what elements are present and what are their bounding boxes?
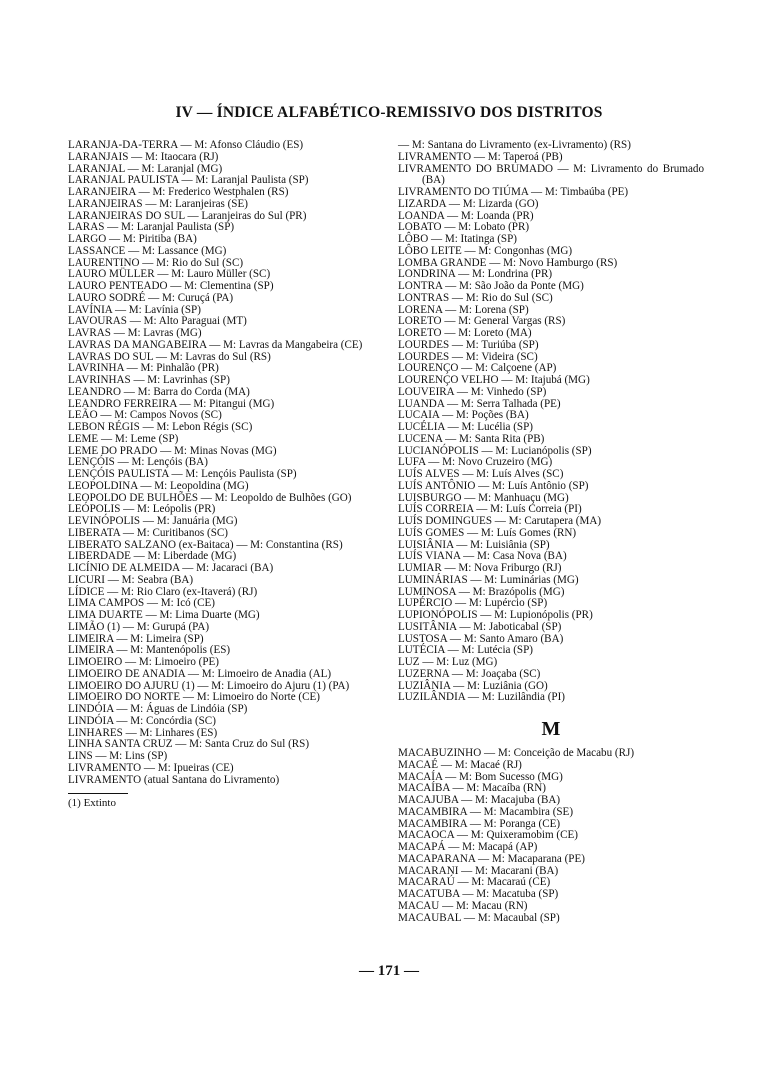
index-entry: LIBERDADE — M: Liberdade (MG)	[68, 550, 237, 563]
index-entry: LIVRAMENTO (atual Santana do Livramento)	[68, 773, 280, 786]
index-entry: LIMOEIRO DO AJURU (1) — M: Limoeiro do Ajuru (1) (PA)	[68, 679, 350, 692]
index-entry: LUÍS GOMES — M: Luís Gomes (RN)	[398, 526, 577, 539]
index-entry: LÍDICE — M: Rio Claro (ex-Itaverá) (RJ)	[68, 585, 258, 598]
index-entry: LOURDES — M: Videira (SC)	[398, 350, 538, 363]
index-entry: LIMOEIRO — M: Limoeiro (PE)	[68, 656, 219, 668]
index-entry: LUTÉCIA — M: Lutécia (SP)	[398, 644, 533, 657]
index-entry: LAURENTINO — M: Rio do Sul (SC)	[68, 256, 244, 269]
index-entry: MACARANI — M: Macarani (BA)	[398, 864, 559, 877]
index-entry: LUZERNA — M: Joaçaba (SC)	[398, 667, 541, 680]
index-entry: LAURO SODRÉ — M: Curuçá (PA)	[68, 291, 234, 304]
index-entry: LUMINÁRIAS — M: Luminárias (MG)	[398, 573, 579, 586]
index-entry: LINHA SANTA CRUZ — M: Santa Cruz do Sul (RS)	[68, 738, 310, 751]
index-entry: LEOPOLDINA — M: Leopoldina (MG)	[68, 479, 249, 492]
index-entry: LEME — M: Leme (SP)	[68, 432, 179, 445]
index-entry: LUMIAR — M: Nova Friburgo (RJ)	[398, 562, 562, 574]
index-entry: MACAÍA — M: Bom Sucesso (MG)	[398, 770, 563, 783]
index-entry: LIBERATO SALZANO (ex-Baitaca) — M: Constantina (RS)	[68, 538, 343, 551]
index-entry: LUCÉLIA — M: Lucélia (SP)	[398, 421, 533, 433]
index-entry: LEME DO PRADO — M: Minas Novas (MG)	[68, 444, 277, 457]
index-entry: LUPIONÓPOLIS — M: Lupionópolis (PR)	[398, 609, 593, 621]
index-entry: LUÍS CORREIA — M: Luís Correia (PI)	[398, 503, 582, 516]
index-entry: LUSTOSA — M: Santo Amaro (BA)	[398, 632, 564, 645]
index-entry: LUÍS VIANA — M: Casa Nova (BA)	[398, 550, 567, 563]
index-entry: LENÇÓIS PAULISTA — M: Lençóis Paulista (SP)	[68, 468, 297, 480]
index-entry: LUANDA — M: Serra Talhada (PE)	[398, 397, 561, 410]
index-entry: LARGO — M: Piritiba (BA)	[68, 233, 197, 245]
index-entry: LAVRAS — M: Lavras (MG)	[68, 327, 202, 339]
index-entry: LINHARES — M: Linhares (ES)	[68, 726, 218, 739]
index-entry: LEOPOLDO DE BULHÕES — M: Leopoldo de Bulhões (GO)	[68, 491, 352, 504]
index-entry: LAVRAS DO SUL — M: Lavras do Sul (RS)	[68, 350, 271, 363]
index-entry: LUISIÂNIA — M: Luisiânia (SP)	[398, 538, 550, 551]
index-entry: LAVRINHAS — M: Lavrinhas (SP)	[68, 374, 230, 386]
index-entry: LAVRAS DA MANGABEIRA — M: Lavras da Mangabeira (CE)	[68, 338, 363, 351]
index-entry: MACAU — M: Macau (RN)	[398, 899, 528, 912]
index-entry: LEANDRO — M: Barra do Corda (MA)	[68, 385, 250, 398]
index-entry: LOUVEIRA — M: Vinhedo (SP)	[398, 385, 547, 398]
index-entry: LUFA — M: Novo Cruzeiro (MG)	[398, 456, 553, 469]
index-entry: LAVRINHA — M: Pinhalão (PR)	[68, 362, 219, 375]
index-entry: LICURI — M: Seabra (BA)	[68, 573, 194, 586]
index-entry: LUMINOSA — M: Brazópolis (MG)	[398, 585, 565, 598]
index-entry: LOURDES — M: Turiúba (SP)	[398, 338, 539, 351]
right-column	[398, 140, 704, 924]
left-entries-list	[68, 140, 376, 786]
index-entry: LIMOEIRO DE ANADIA — M: Limoeiro de Anadia (AL)	[68, 667, 332, 680]
left-column	[68, 140, 376, 809]
index-entry: MACABUZINHO — M: Conceição de Macabu (RJ)	[398, 747, 635, 759]
index-entry: LINDÓIA — M: Concórdia (SC)	[68, 714, 216, 727]
index-entry: LUZIÂNIA — M: Luziânia (GO)	[398, 679, 548, 692]
index-entry: LARAS — M: Laranjal Paulista (SP)	[68, 221, 235, 234]
index-entry: LARANJAL — M: Laranjal (MG)	[68, 162, 223, 175]
index-entry: MACATUBA — M: Macatuba (SP)	[398, 888, 559, 900]
page-title: IV — ÍNDICE ALFABÉTICO-REMISSIVO DOS DISTRITOS	[175, 104, 603, 121]
index-entry: LUCIANÓPOLIS — M: Lucianópolis (SP)	[398, 444, 592, 457]
index-entry: MACAPÁ — M: Macapá (AP)	[398, 841, 538, 853]
index-entry: LIVRAMENTO DO TIÚMA — M: Timbaúba (PE)	[398, 186, 629, 198]
index-entry: LIMEIRA — M: Mantenópolis (ES)	[68, 644, 231, 657]
index-entry: LOBATO — M: Lobato (PR)	[398, 221, 530, 234]
index-entry: LUZ — M: Luz (MG)	[398, 656, 498, 668]
index-entry: LUÍS DOMINGUES — M: Carutapera (MA)	[398, 515, 602, 527]
index-entry: LUPÉRCIO — M: Lupércio (SP)	[398, 597, 548, 610]
index-entry: LONDRINA — M: Londrina (PR)	[398, 268, 553, 281]
index-entry: LIMOEIRO DO NORTE — M: Limoeiro do Norte (CE)	[68, 691, 320, 704]
index-entry: LONTRAS — M: Rio do Sul (SC)	[398, 291, 553, 304]
index-entry: LEÓPOLIS — M: Leópolis (PR)	[68, 503, 216, 516]
index-entry: LAVOURAS — M: Alto Paraguai (MT)	[68, 315, 247, 328]
index-entry: MACARAÚ — M: Macaraú (CE)	[398, 876, 551, 889]
index-entry: LUSITÂNIA — M: Jaboticabal (SP)	[398, 620, 562, 633]
index-entry: LARANJA-DA-TERRA — M: Afonso Cláudio (ES)	[68, 139, 304, 151]
right-top-entries-list	[398, 140, 704, 704]
index-entry: LIBERATA — M: Curitibanos (SC)	[68, 526, 228, 539]
index-entry: LARANJEIRA — M: Frederico Westphalen (RS)	[68, 186, 289, 198]
index-entry: MACAUBAL — M: Macaubal (SP)	[398, 911, 560, 924]
index-entry: LIVRAMENTO DO BRUMADO — M: Livramento do Brumado (BA)	[398, 162, 704, 187]
right-bottom-entries-list	[398, 748, 704, 924]
index-entry: LIMA DUARTE — M: Lima Duarte (MG)	[68, 609, 260, 621]
index-entry: LIMEIRA — M: Limeira (SP)	[68, 632, 204, 645]
index-entry: LEBON RÉGIS — M: Lebon Régis (SC)	[68, 421, 253, 433]
index-entry: LOMBA GRANDE — M: Novo Hamburgo (RS)	[398, 256, 618, 269]
index-entry: LIMÃO (1) — M: Gurupá (PA)	[68, 620, 210, 633]
index-entry: LUÍS ANTÔNIO — M: Luís Antônio (SP)	[398, 479, 589, 492]
index-entry: LASSANCE — M: Lassance (MG)	[68, 244, 227, 257]
index-entry: LICÍNIO DE ALMEIDA — M: Jacaraci (BA)	[68, 562, 274, 574]
index-entry: LAURO MÜLLER — M: Lauro Müller (SC)	[68, 268, 271, 281]
footnote-divider	[68, 793, 128, 794]
index-entry: LARANJAL PAULISTA — M: Laranjal Paulista (SP)	[68, 174, 309, 187]
index-entry: LENÇÓIS — M: Lençóis (BA)	[68, 456, 208, 469]
index-entry: LUISBURGO — M: Manhuaçu (MG)	[398, 491, 569, 504]
index-entry: LUÍS ALVES — M: Luís Alves (SC)	[398, 468, 564, 480]
index-entry: LARANJEIRAS DO SUL — Laranjeiras do Sul (PR)	[68, 209, 307, 222]
index-entry: LUZILÂNDIA — M: Luzilândia (PI)	[398, 691, 565, 704]
index-entry: MACAMBIRA — M: Poranga (CE)	[398, 817, 561, 830]
index-entry: LAURO PENTEADO — M: Clementina (SP)	[68, 280, 274, 292]
index-entry: LORENA — M: Lorena (SP)	[398, 303, 529, 316]
index-entry: LÔBO — M: Itatinga (SP)	[398, 233, 517, 245]
index-entry: LIMA CAMPOS — M: Icó (CE)	[68, 597, 215, 610]
index-entry: LUCAIA — M: Poções (BA)	[398, 409, 529, 422]
index-entry: MACAOCA — M: Quixeramobim (CE)	[398, 829, 578, 842]
index-entry: LAVÍNIA — M: Lavínia (SP)	[68, 303, 201, 316]
index-entry: LORETO — M: General Vargas (RS)	[398, 315, 566, 328]
index-entry: LIZARDA — M: Lizarda (GO)	[398, 197, 539, 210]
index-entry: LONTRA — M: São João da Ponte (MG)	[398, 280, 584, 292]
index-entry: LINDÓIA — M: Águas de Lindóia (SP)	[68, 703, 248, 715]
index-entry: LIVRAMENTO — M: Taperoá (PB)	[398, 150, 563, 163]
index-entry: MACAPARANA — M: Macaparana (PE)	[398, 852, 585, 865]
index-entry: LÔBO LEITE — M: Congonhas (MG)	[398, 244, 573, 257]
index-entry: — M: Santana do Livramento (ex-Livramento) (RS)	[398, 139, 631, 151]
index-entry: LEÃO — M: Campos Novos (SC)	[68, 409, 222, 422]
index-entry: LARANJAIS — M: Itaocara (RJ)	[68, 150, 219, 163]
index-entry: MACAÉ — M: Macaé (RJ)	[398, 758, 522, 771]
index-entry: LINS — M: Lins (SP)	[68, 750, 168, 762]
page-number: — 171 —	[359, 963, 419, 979]
index-entry: LIVRAMENTO — M: Ipueiras (CE)	[68, 761, 234, 774]
index-entry: MACAMBIRA — M: Macambira (SE)	[398, 805, 574, 818]
index-entry: LARANJEIRAS — M: Laranjeiras (SE)	[68, 197, 248, 210]
index-entry: MACAJUBA — M: Macajuba (BA)	[398, 794, 561, 806]
index-entry: LOURENÇO — M: Calçoene (AP)	[398, 362, 557, 375]
index-entry: MACAÍBA — M: Macaíba (RN)	[398, 782, 546, 795]
index-entry: LUCENA — M: Santa Rita (PB)	[398, 432, 545, 445]
index-entry: LEVINÓPOLIS — M: Januária (MG)	[68, 515, 238, 527]
index-entry: LEANDRO FERREIRA — M: Pitangui (MG)	[68, 397, 275, 410]
index-entry: LORETO — M: Loreto (MA)	[398, 327, 532, 339]
index-entry: LOURENÇO VELHO — M: Itajubá (MG)	[398, 374, 590, 386]
index-entry: LOANDA — M: Loanda (PR)	[398, 209, 534, 222]
footnote: (1) Extinto	[68, 797, 116, 810]
section-letter: M	[541, 718, 561, 740]
